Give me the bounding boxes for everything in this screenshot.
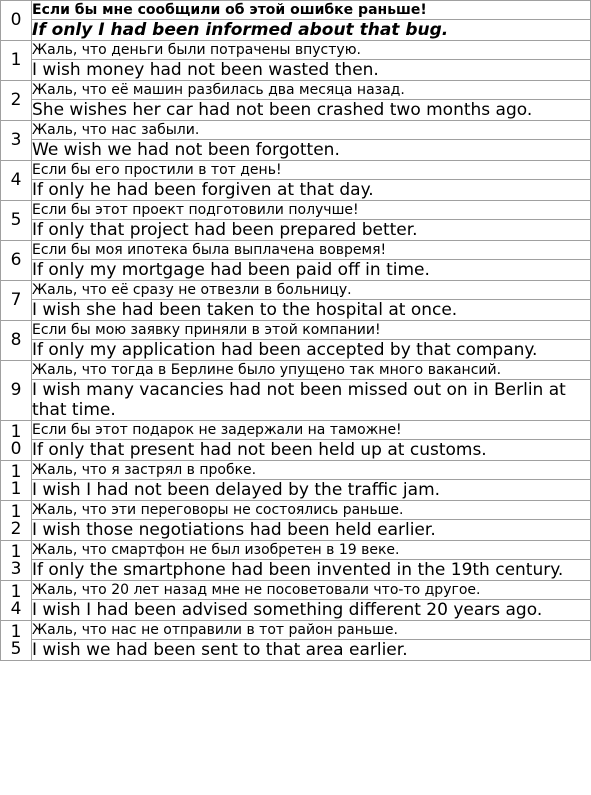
sentence-row-en	[1, 60, 591, 81]
sentence-row-ru	[1, 81, 591, 100]
row-number: 15	[1, 621, 32, 661]
sentence-row-en	[1, 180, 591, 201]
sentence-row-ru	[1, 581, 591, 600]
english-sentence: If only that project had been prepared better.	[32, 220, 591, 241]
russian-sentence: Жаль, что нас забыли.	[32, 121, 591, 140]
sentence-row-en	[1, 20, 591, 41]
sentence-row-en	[1, 100, 591, 121]
sentence-row-en	[1, 520, 591, 541]
sentence-row-ru	[1, 241, 591, 260]
sentence-row-en	[1, 140, 591, 161]
russian-sentence: Жаль, что 20 лет назад мне не посоветовали что-то другое.	[32, 581, 591, 600]
sentence-row-ru	[1, 461, 591, 480]
english-sentence: If only my mortgage had been paid off in time.	[32, 260, 591, 281]
row-number: 12	[1, 501, 32, 541]
russian-sentence: Жаль, что тогда в Берлине было упущено так много вакансий.	[32, 361, 591, 380]
row-number: 0	[1, 1, 32, 41]
row-number: 9	[1, 361, 32, 421]
russian-sentence: Если бы этот проект подготовили получше!	[32, 201, 591, 220]
sentence-row-ru	[1, 501, 591, 520]
sentence-row-ru	[1, 361, 591, 380]
row-number: 5	[1, 201, 32, 241]
row-number: 8	[1, 321, 32, 361]
english-sentence: If only that present had not been held up at customs.	[32, 440, 591, 461]
sentence-row-ru	[1, 1, 591, 20]
english-sentence: If only the smartphone had been invented in the 19th century.	[32, 560, 591, 581]
russian-sentence: Если бы этот подарок не задержали на таможне!	[32, 421, 591, 440]
sentence-row-en	[1, 260, 591, 281]
russian-sentence: Если бы его простили в тот день!	[32, 161, 591, 180]
sentence-row-en	[1, 220, 591, 241]
russian-sentence: Жаль, что её сразу не отвезли в больницу.	[32, 281, 591, 300]
row-number: 14	[1, 581, 32, 621]
sentence-row-en	[1, 600, 591, 621]
sentence-row-ru	[1, 121, 591, 140]
russian-sentence: Жаль, что я застрял в пробке.	[32, 461, 591, 480]
english-sentence: I wish money had not been wasted then.	[32, 60, 591, 81]
english-sentence: I wish those negotiations had been held earlier.	[32, 520, 591, 541]
row-number: 10	[1, 421, 32, 461]
sentence-row-en	[1, 640, 591, 661]
sentence-row-en	[1, 560, 591, 581]
russian-sentence: Жаль, что её машин разбилась два месяца назад.	[32, 81, 591, 100]
english-sentence: If only he had been forgiven at that day.	[32, 180, 591, 201]
row-number: 3	[1, 121, 32, 161]
english-sentence: I wish she had been taken to the hospital at once.	[32, 300, 591, 321]
row-number: 4	[1, 161, 32, 201]
sentence-row-ru	[1, 201, 591, 220]
english-sentence: I wish I had not been delayed by the traffic jam.	[32, 480, 591, 501]
sentence-row-en	[1, 340, 591, 361]
english-sentence: I wish I had been advised something different 20 years ago.	[32, 600, 591, 621]
english-sentence: If only I had been informed about that bug.	[32, 20, 591, 41]
sentence-row-ru	[1, 421, 591, 440]
english-sentence: If only my application had been accepted by that company.	[32, 340, 591, 361]
sentence-row-ru	[1, 321, 591, 340]
sentence-row-en	[1, 300, 591, 321]
sentence-row-ru	[1, 281, 591, 300]
russian-sentence: Жаль, что смартфон не был изобретен в 19 веке.	[32, 541, 591, 560]
russian-sentence: Если бы мне сообщили об этой ошибке раньше!	[32, 1, 591, 20]
sentence-row-ru	[1, 621, 591, 640]
english-sentence: We wish we had not been forgotten.	[32, 140, 591, 161]
row-number: 7	[1, 281, 32, 321]
sentence-row-en	[1, 440, 591, 461]
row-number: 11	[1, 461, 32, 501]
russian-sentence: Жаль, что нас не отправили в тот район раньше.	[32, 621, 591, 640]
english-sentence: I wish many vacancies had not been missed out on in Berlin at that time.	[32, 380, 591, 421]
sentence-table-body	[1, 1, 591, 661]
sentence-row-en	[1, 380, 591, 421]
russian-sentence: Жаль, что деньги были потрачены впустую.	[32, 41, 591, 60]
english-sentence: I wish we had been sent to that area earlier.	[32, 640, 591, 661]
russian-sentence: Если бы мою заявку приняли в этой компании!	[32, 321, 591, 340]
row-number: 2	[1, 81, 32, 121]
sentence-row-ru	[1, 541, 591, 560]
row-number: 13	[1, 541, 32, 581]
sentence-row-ru	[1, 41, 591, 60]
russian-sentence: Жаль, что эти переговоры не состоялись раньше.	[32, 501, 591, 520]
sentence-row-en	[1, 480, 591, 501]
sentence-row-ru	[1, 161, 591, 180]
russian-sentence: Если бы моя ипотека была выплачена вовремя!	[32, 241, 591, 260]
row-number: 6	[1, 241, 32, 281]
row-number: 1	[1, 41, 32, 81]
english-sentence: She wishes her car had not been crashed two months ago.	[32, 100, 591, 121]
